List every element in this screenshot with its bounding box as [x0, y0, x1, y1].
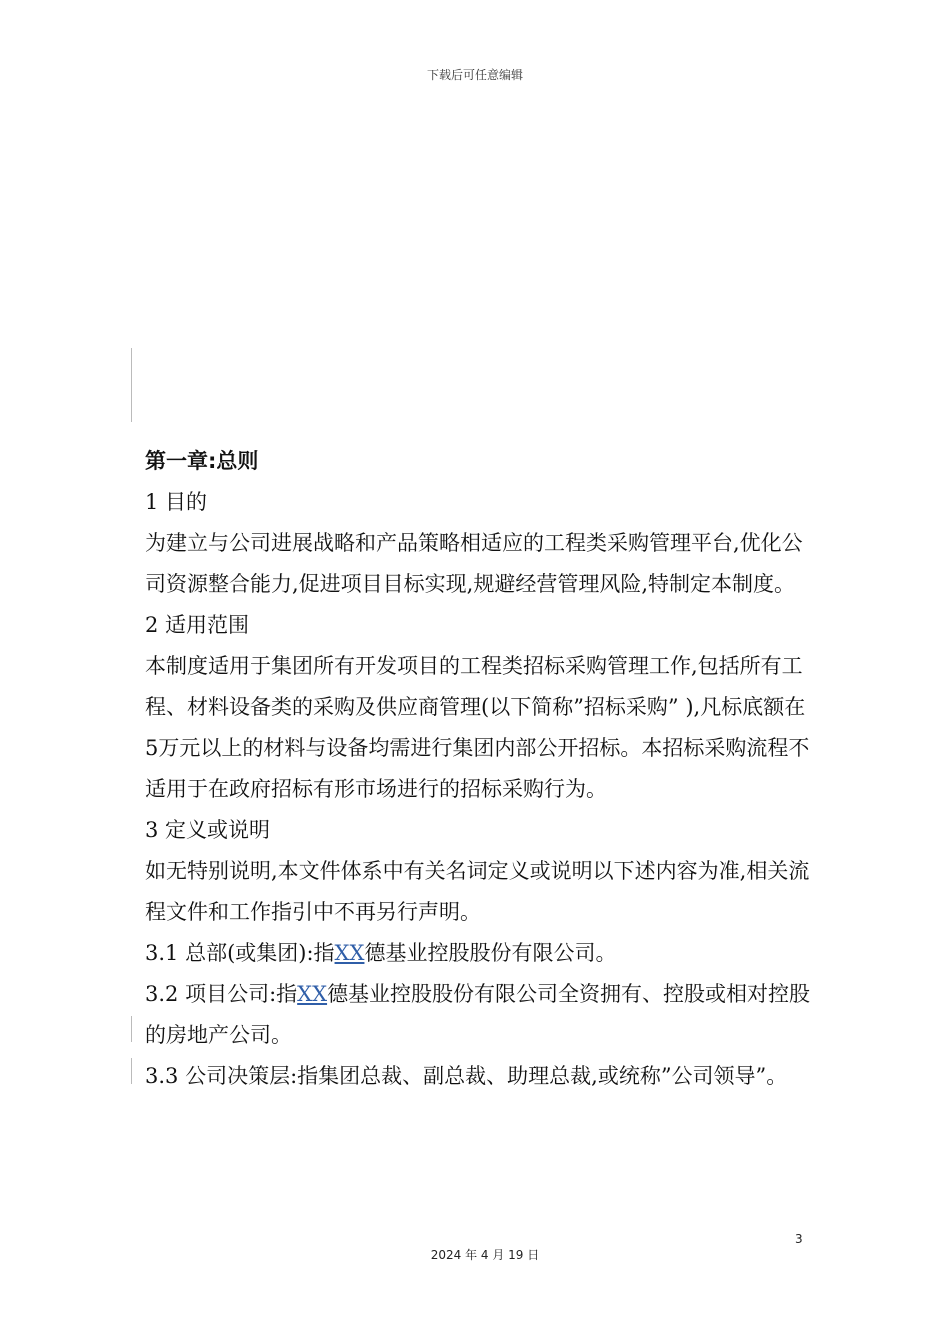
- definition-item: [145, 974, 815, 1056]
- chapter-title: 第一章:总则: [145, 449, 259, 473]
- section-body: 如无特别说明,本文件体系中有关名词定义或说明以下述内容为准,相关流程文件和工作指引中不再另行声明。: [145, 859, 810, 924]
- page-number: 3: [795, 1232, 803, 1246]
- definition-item: 3.3 公司决策层:指集团总裁、副总裁、助理总裁,或统称”公司领导”。: [145, 1064, 788, 1088]
- section-heading: 1 目的: [145, 490, 208, 514]
- section-body: 本制度适用于集团所有开发项目的工程类招标采购管理工作,包括所有工程、材料设备类的采购及供应商管理(以下简称”招标采购” ),凡标底额在5万元以上的材料与设备均需进行集团内部公开招标。本招标采购流程不适用于在政府招标有形市场进行的招标采购行为。: [145, 654, 810, 801]
- margin-mark: [131, 1016, 132, 1042]
- section-heading: 3 定义或说明: [145, 818, 271, 842]
- definition-item: [145, 933, 815, 974]
- margin-mark: [131, 1058, 132, 1084]
- page-header: 下载后可任意编辑: [426, 68, 523, 82]
- document-body: [145, 444, 815, 1097]
- definition-suffix: 德基业控股股份有限公司全资拥有、控股或相对控股的房地产公司。: [145, 982, 811, 1047]
- margin-mark: [131, 348, 132, 422]
- footer-date: 2024 年 4 月 19 日: [430, 1248, 540, 1262]
- section-heading: 2 适用范围: [145, 613, 250, 637]
- section-body: 为建立与公司进展战略和产品策略相适应的工程类采购管理平台,优化公司资源整合能力,促进项目目标实现,规避经营管理风险,特制定本制度。: [145, 531, 803, 596]
- company-link[interactable]: XX: [297, 982, 328, 1006]
- definition-prefix: 3.2 项目公司:指: [145, 982, 298, 1006]
- company-link[interactable]: XX: [334, 941, 365, 965]
- definition-suffix: 德基业控股股份有限公司。: [364, 941, 617, 965]
- definition-prefix: 3.1 总部(或集团):指: [145, 941, 335, 965]
